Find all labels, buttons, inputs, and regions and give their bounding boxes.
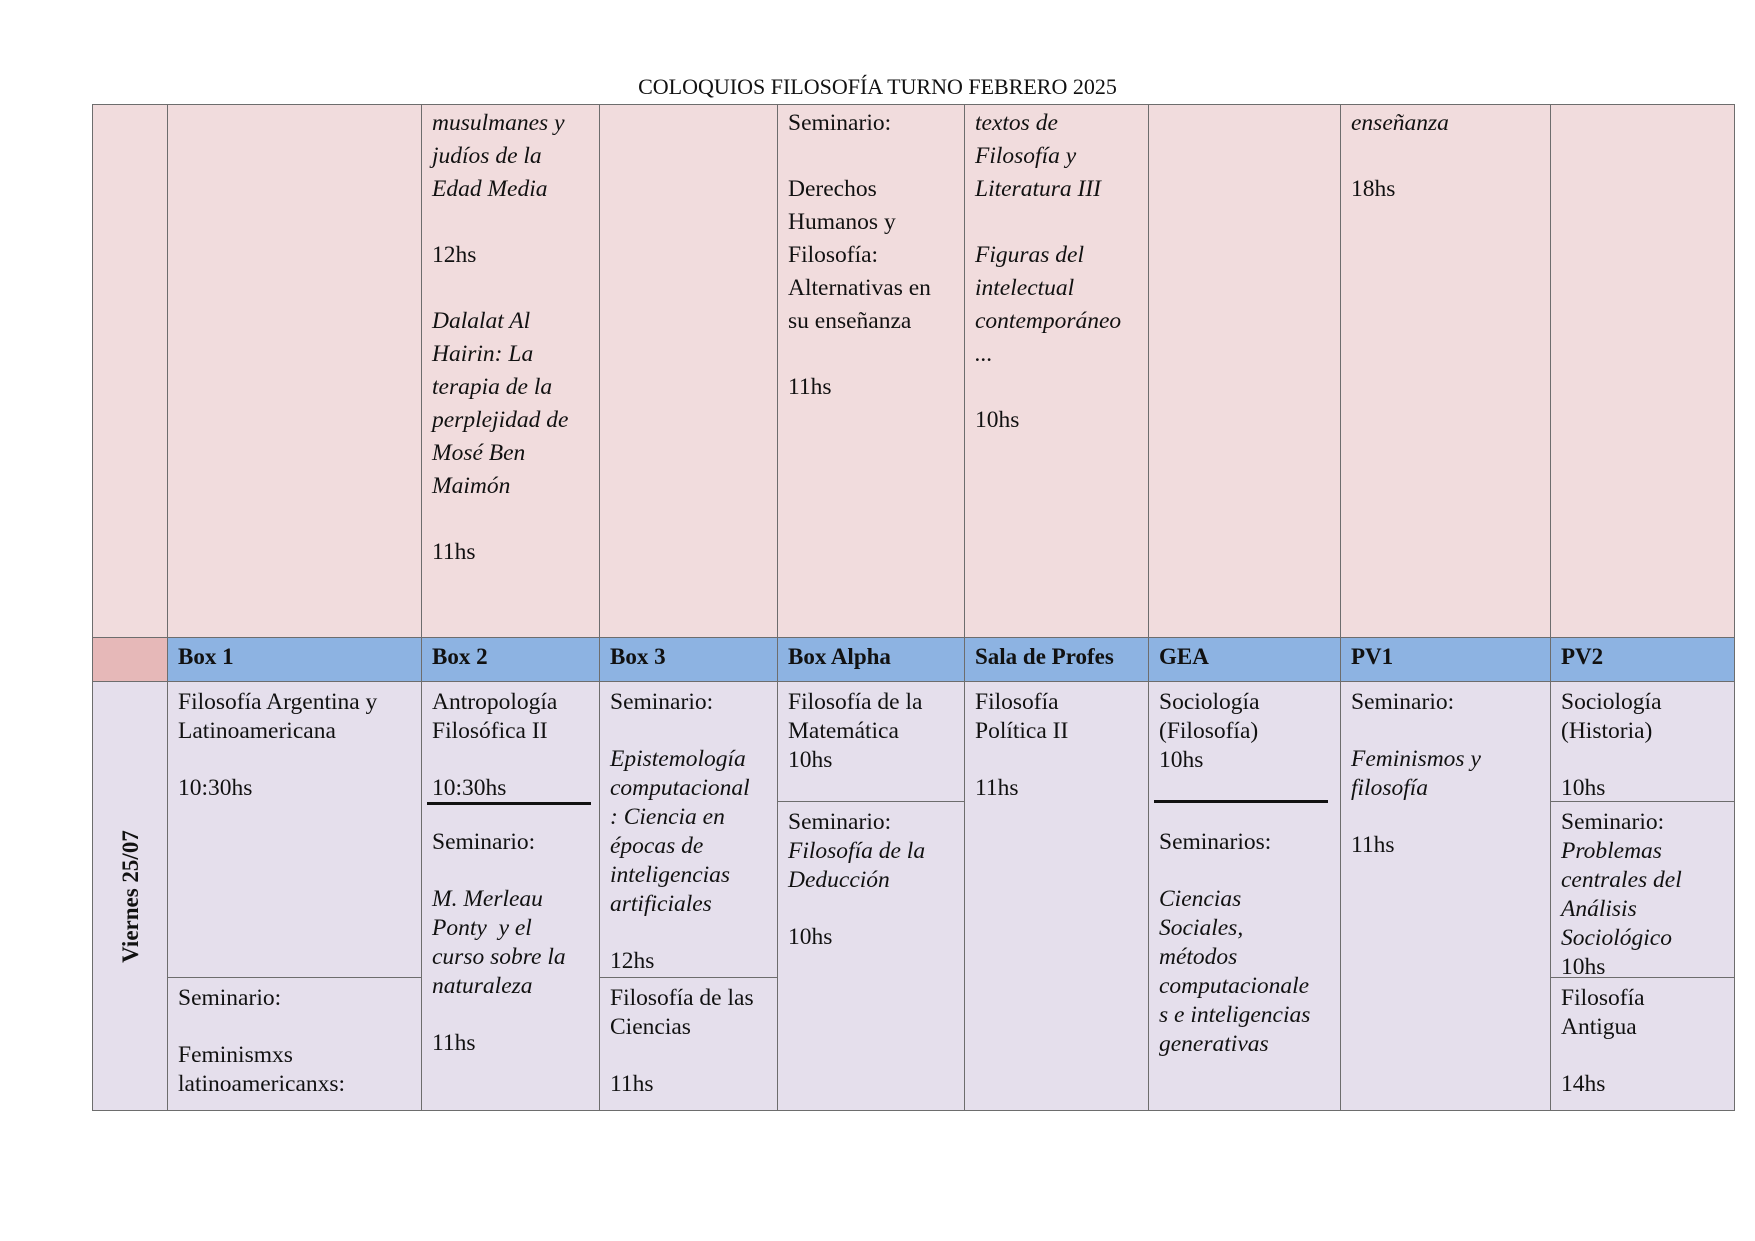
blank-line [1351,140,1540,173]
top-cell-pv1 [1340,104,1551,638]
cell-line: curso sobre la [432,944,566,970]
blank-line [178,746,411,774]
cell-line: computacionale [1159,973,1310,999]
blank-line [432,1001,589,1029]
cell-line: Análisis [1561,896,1637,922]
blank-line [1561,1042,1724,1070]
cell-line: Ponty y el [432,915,532,941]
cell-line: Ciencias [1159,886,1242,912]
header-pv2: PV2 [1550,637,1735,682]
cell-line: filosofía [1351,775,1429,801]
cell-line: Filosofía y [975,143,1077,169]
cell-line: Latinoamericana [178,718,336,744]
blank-line [1351,717,1540,745]
cell-line: 10hs [975,407,1020,433]
top-cell-box1 [167,104,422,638]
cell-line: judíos de la [432,143,542,169]
blank-line [975,371,1138,404]
top-cell-box2 [421,104,600,638]
cell-line: 12hs [610,948,655,974]
cell-line: naturaleza [432,973,533,999]
top-cell-gea [1148,104,1341,638]
header-gea: GEA [1148,637,1341,682]
cell-line: Feminismxs [178,1042,293,1068]
day-label: Viernes 25/07 [117,829,143,963]
cell-line: Seminario: [788,110,892,136]
box3-course-filosofia-ciencias [599,977,778,1111]
box2-course-antropologia [422,682,599,809]
blank-line [432,857,589,885]
pv2-seminar-problemas [1550,801,1735,978]
cell-line: Figuras del [975,242,1085,268]
cell-line: 11hs [432,539,476,565]
cell-line: centrales del [1561,867,1682,893]
blank-line [610,717,767,745]
cell-line: Mosé Ben [432,440,526,466]
cell-line: enseñanza [1351,110,1449,136]
cell-line: Filosofía: [788,242,879,268]
cell-line: épocas de [610,833,704,859]
gea-seminars-ciencias-sociales [1149,822,1340,1065]
cell-line: Edad Media [432,176,548,202]
cell-line: inteligencias [610,862,731,888]
cell-line: Filosofía de las [610,985,754,1011]
header-box-alpha: Box Alpha [777,637,965,682]
cell-line: su enseñanza [788,308,912,334]
cell-line: terapia de la [432,374,553,400]
day-cell [92,681,168,1111]
cell-line: Antropología [432,689,558,715]
cell-line: 10:30hs [178,775,253,801]
cell-line: Sociológico [1561,925,1672,951]
cell-line: Filosofía Argentina y [178,689,378,715]
cell-line: perplejidad de [432,407,569,433]
cell-line: Seminario: [432,829,536,855]
blank-line [432,746,589,774]
cell-line: Seminario: [788,809,892,835]
blank-line [1159,857,1330,885]
cell-line: M. Merleau [432,886,543,912]
cell-line: textos de [975,110,1058,136]
cell-line: Epistemología [610,746,746,772]
cell-line: 10hs [788,747,833,773]
top-cell-day [92,104,168,638]
cell-line: Dalalat Al [432,308,531,334]
top-cell-sala [964,104,1149,638]
cell-line: Seminario: [1351,689,1455,715]
header-box3: Box 3 [599,637,778,682]
cell-line: Filosófica II [432,718,548,744]
pv2-course-sociologia-historia [1550,681,1735,802]
blank-line [432,206,589,239]
header-corner [92,637,168,682]
cell-line: Humanos y [788,209,896,235]
blank-line [1561,746,1724,774]
cell-line: artificiales [610,891,712,917]
cell-line: contemporáneo [975,308,1122,334]
cell-line: Hairin: La [432,341,534,367]
box2-divider [427,802,591,805]
cell-line: 11hs [1351,832,1395,858]
cell-line: métodos [1159,944,1238,970]
cell-line: computacional [610,775,750,801]
cell-line: Política II [975,718,1069,744]
blank-line [610,919,767,947]
cell-line: Ciencias [610,1014,691,1040]
header-box2: Box 2 [421,637,600,682]
cell-line: Filosofía [975,689,1059,715]
cell-line: ... [975,341,993,367]
blank-line [178,1013,411,1041]
blank-line [788,895,954,923]
cell-line: Alternativas en [788,275,931,301]
cell-line: Maimón [432,473,511,499]
cell-line: intelectual [975,275,1075,301]
blank-line [432,272,589,305]
blank-line [788,140,954,173]
box2-column [421,681,600,1111]
cell-line: Matemática [788,718,899,744]
cell-line: Literatura III [975,176,1101,202]
cell-line: Derechos [788,176,877,202]
cell-line: 10hs [788,924,833,950]
blank-line [788,338,954,371]
cell-line: Filosofía de la [788,838,926,864]
box1-seminar-feminismxs [167,977,422,1111]
cell-line: 12hs [432,242,477,268]
cell-line: Sociología [1561,689,1662,715]
alpha-course-matematica [777,681,965,802]
cell-line: (Filosofía) [1159,718,1259,744]
box3-seminar-epistemologia [599,681,778,978]
cell-line: 10hs [1561,954,1606,978]
cell-line: Deducción [788,867,890,893]
cell-line: 18hs [1351,176,1396,202]
top-cell-pv2 [1550,104,1735,638]
blank-line [610,1042,767,1070]
cell-line: 11hs [788,374,832,400]
cell-line: latinoamericanxs: [178,1071,346,1097]
cell-line: Sociología [1159,689,1260,715]
top-cell-box-alpha [777,104,965,638]
header-pv1: PV1 [1340,637,1551,682]
cell-line: Seminario: [1561,809,1665,835]
page-title: COLOQUIOS FILOSOFÍA TURNO FEBRERO 2025 [638,74,1117,99]
box2-seminar-merleau-ponty [422,822,599,1064]
blank-line [975,206,1138,239]
schedule-table [92,104,1735,1111]
cell-line: 11hs [610,1071,654,1097]
header-box1: Box 1 [167,637,422,682]
gea-divider [1154,800,1328,803]
cell-line: Problemas [1561,838,1662,864]
cell-line: s e inteligencias [1159,1002,1311,1028]
gea-column [1148,681,1341,1111]
cell-line: Seminario: [610,689,714,715]
top-cell-box3 [599,104,778,638]
cell-line: Feminismos y [1351,746,1481,772]
alpha-seminar-deduccion [777,801,965,1111]
blank-line [1351,803,1540,831]
pv1-seminar-feminismos [1340,681,1551,1111]
cell-line: (Historia) [1561,718,1653,744]
cell-line: 11hs [975,775,1019,801]
cell-line: : Ciencia en [610,804,725,830]
cell-line: 10hs [1159,747,1204,773]
pv2-course-antigua [1550,977,1735,1111]
cell-line: Seminario: [178,985,282,1011]
cell-line: Sociales, [1159,915,1244,941]
sala-course-politica [964,681,1149,1111]
cell-line: musulmanes y [432,110,565,136]
cell-line: 10hs [1561,775,1606,801]
cell-line: Filosofía de la [788,689,923,715]
cell-line: Filosofía [1561,985,1645,1011]
cell-line: 10:30hs [432,775,507,801]
cell-line: generativas [1159,1031,1269,1057]
header-sala-de-profes: Sala de Profes [964,637,1149,682]
cell-line: Antigua [1561,1014,1637,1040]
cell-line: Seminarios: [1159,829,1272,855]
blank-line [432,503,589,536]
cell-line: 14hs [1561,1071,1606,1097]
box1-course-argentina [167,681,422,978]
gea-course-sociologia [1149,682,1340,781]
cell-line: 11hs [432,1030,476,1056]
blank-line [975,746,1138,774]
